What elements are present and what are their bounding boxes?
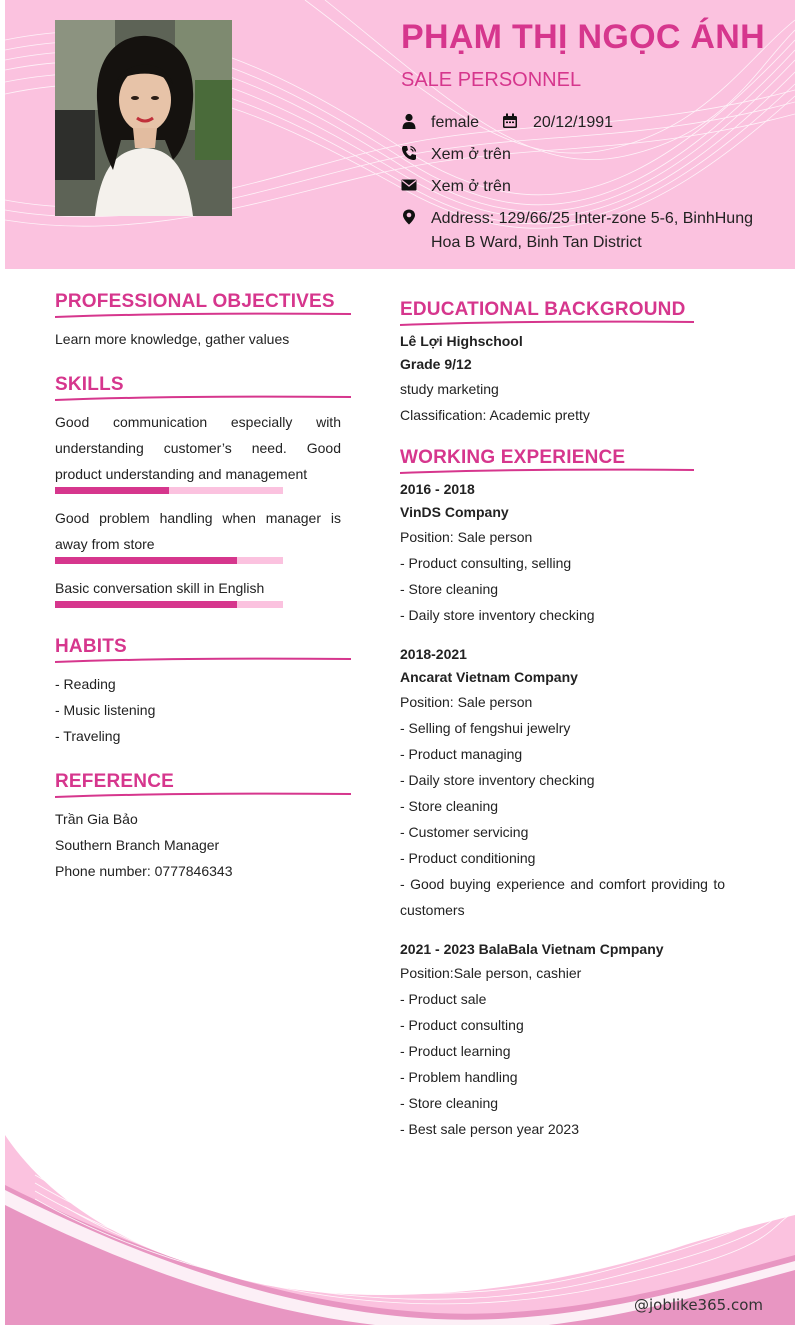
reference-phone: Phone number: 0777846343 — [55, 863, 233, 879]
skills-underline — [55, 394, 351, 402]
gender-value: female — [431, 114, 480, 131]
skill-item-3-bar — [55, 601, 283, 608]
skill-item-2-text: Good problem handling when manager is away from store — [55, 510, 341, 552]
habit-item: - Music listening — [55, 702, 156, 718]
experience-heading: WORKING EXPERIENCE — [400, 447, 626, 468]
habit-item: - Traveling — [55, 728, 121, 744]
habit-item: - Reading — [55, 676, 116, 692]
user-icon — [401, 113, 417, 129]
gender-row — [401, 111, 479, 135]
skill-item-2-bar — [55, 557, 283, 564]
dob-row — [502, 111, 613, 135]
job-1-company: VinDS Company — [400, 504, 509, 520]
education-heading: EDUCATIONAL BACKGROUND — [400, 299, 686, 320]
job-3-duty: - Product sale — [400, 991, 487, 1007]
job-2-duty: - Selling of fengshui jewelry — [400, 720, 571, 736]
education-major: study marketing — [400, 381, 499, 397]
phone-icon — [401, 145, 417, 161]
reference-underline — [55, 791, 351, 799]
phone-value: Xem ở trên — [431, 146, 511, 163]
education-underline — [400, 319, 694, 327]
header-banner — [5, 0, 795, 269]
job-1-duty: - Daily store inventory checking — [400, 607, 595, 623]
resume-page — [5, 0, 795, 1325]
job-3-duty: - Best sale person year 2023 — [400, 1121, 579, 1137]
job-3-duty: - Product learning — [400, 1043, 511, 1059]
email-row — [401, 175, 511, 199]
education-block — [400, 330, 725, 428]
job-1-position: Position: Sale person — [400, 529, 533, 545]
education-classification: Classification: Academic pretty — [400, 407, 590, 423]
skill-item-2-fill — [55, 557, 237, 564]
job-2 — [400, 643, 725, 923]
profile-photo — [55, 20, 232, 216]
map-pin-icon — [401, 209, 417, 225]
job-2-duty: - Product managing — [400, 746, 523, 762]
candidate-name: PHẠM THỊ NGỌC ÁNH — [401, 18, 765, 56]
job-2-duty: - Good buying experience and comfort providing to customers — [400, 876, 725, 918]
job-3 — [400, 938, 725, 1142]
footer-watermark: @joblike365.com — [633, 1296, 763, 1314]
skill-item-1-fill — [55, 487, 169, 494]
envelope-icon — [401, 177, 417, 193]
job-3-position: Position:Sale person, cashier — [400, 965, 582, 981]
objectives-underline — [55, 311, 351, 319]
skill-item-3-fill — [55, 601, 237, 608]
education-school: Lê Lợi Highschool — [400, 333, 523, 349]
job-title: SALE PERSONNEL — [401, 69, 582, 91]
objectives-text: Learn more knowledge, gather values — [55, 331, 290, 347]
job-1 — [400, 478, 725, 628]
job-3-header: 2021 - 2023 BalaBala Vietnam Cpmpany — [400, 941, 664, 957]
habits-heading: HABITS — [55, 636, 127, 657]
job-1-period: 2016 - 2018 — [400, 481, 475, 497]
reference-block — [55, 806, 341, 884]
job-3-duty: - Store cleaning — [400, 1095, 499, 1111]
address-value: Address: 129/66/25 Inter-zone 5-6, BinhHung Hoa B Ward, Binh Tan District — [431, 210, 753, 251]
experience-underline — [400, 467, 694, 475]
habits-list — [55, 671, 341, 749]
job-1-duty: - Store cleaning — [400, 581, 499, 597]
job-2-company: Ancarat Vietnam Company — [400, 669, 578, 685]
email-value: Xem ở trên — [431, 178, 511, 195]
job-1-duty: - Product consulting, selling — [400, 555, 572, 571]
reference-name: Trần Gia Bảo — [55, 811, 138, 827]
job-2-duty: - Daily store inventory checking — [400, 772, 595, 788]
habits-underline — [55, 656, 351, 664]
job-2-period: 2018-2021 — [400, 646, 467, 662]
skill-item-3-text: Basic conversation skill in English — [55, 580, 265, 596]
job-2-duty: - Product conditioning — [400, 850, 536, 866]
skill-item-1-text: Good communication especially with understanding customer’s need. Good product understanding and management — [55, 414, 341, 482]
job-3-duty: - Problem handling — [400, 1069, 518, 1085]
reference-heading: REFERENCE — [55, 771, 174, 792]
objectives-heading: PROFESSIONAL OBJECTIVES — [55, 291, 335, 312]
reference-role: Southern Branch Manager — [55, 837, 220, 853]
job-2-duty: - Customer servicing — [400, 824, 529, 840]
dob-value: 20/12/1991 — [533, 114, 614, 131]
skill-item-1-bar — [55, 487, 283, 494]
job-2-position: Position: Sale person — [400, 694, 533, 710]
education-grade: Grade 9/12 — [400, 356, 472, 372]
phone-row — [401, 143, 511, 167]
skills-heading: SKILLS — [55, 374, 124, 395]
calendar-icon — [502, 113, 518, 129]
job-2-duty: - Store cleaning — [400, 798, 499, 814]
job-3-duty: - Product consulting — [400, 1017, 524, 1033]
address-row — [401, 207, 761, 255]
